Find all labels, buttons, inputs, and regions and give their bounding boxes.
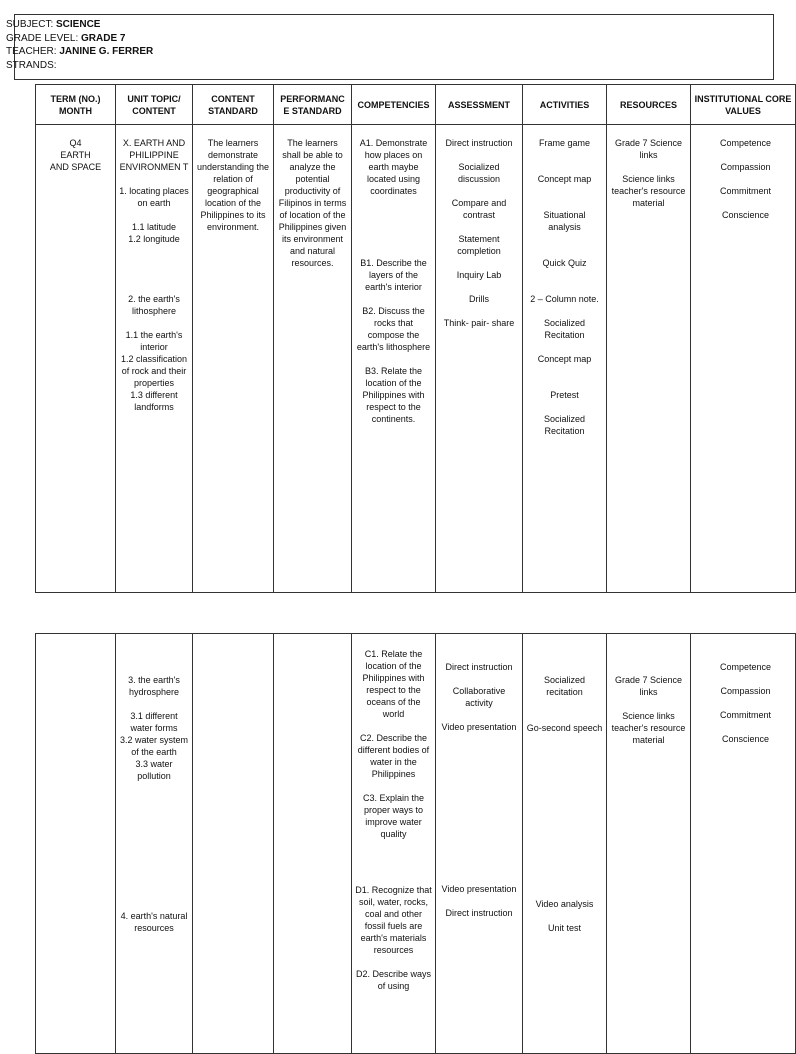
col-performance-standard: PERFORMANC E STANDARD <box>274 85 352 125</box>
header-row <box>36 85 796 125</box>
term-cell <box>36 634 116 1054</box>
core-values-cell: Competence Compassion Commitment Conscience <box>691 125 796 593</box>
activities-cell: Frame game Concept map Situational analysis Quick Quiz 2 – Column note. Socialized Recitation Concept map Pretest Socialized Recitation <box>523 125 607 593</box>
resources-cell: Grade 7 Science links Science links teacher's resource material <box>607 125 691 593</box>
col-term: TERM (NO.) MONTH <box>36 85 116 125</box>
performance-standard-cell: The learners shall be able to analyze the potential productivity of Filipinos in terms of location of the Philippines given its environment and natural resources. <box>274 125 352 593</box>
unit-cell: 3. the earth's hydrosphere 3.1 different water forms 3.2 water system of the earth 3.3 water pollution 4. earth's natural resources <box>116 634 193 1054</box>
table-row <box>36 634 796 1054</box>
content-standard-cell <box>193 634 274 1054</box>
subject-line: SUBJECT: SCIENCE <box>6 19 101 30</box>
table-row <box>36 125 796 593</box>
col-core-values: INSTITUTIONAL CORE VALUES <box>691 85 796 125</box>
header-info <box>6 18 153 72</box>
col-activities: ACTIVITIES <box>523 85 607 125</box>
competencies-cell: C1. Relate the location of the Philippines with respect to the oceans of the world C2. Describe the different bodies of water in the Philippines C3. Explain the proper ways to improve water quality D1. Recognize that soil, water, rocks, coal and other fossil fuels are earth's materials resources D2. Describe ways of using <box>352 634 436 1054</box>
teacher-line: TEACHER: JANINE G. FERRER <box>6 46 154 57</box>
resources-cell: Grade 7 Science links Science links teacher's resource material <box>607 634 691 1054</box>
curriculum-table-1 <box>35 84 796 593</box>
performance-standard-cell <box>274 634 352 1054</box>
col-competencies: COMPETENCIES <box>352 85 436 125</box>
col-unit: UNIT TOPIC/ CONTENT <box>116 85 193 125</box>
competencies-cell: A1. Demonstrate how places on earth maybe located using coordinates B1. Describe the layers of the earth's interior B2. Discuss the rocks that compose the earth's lithosphere B3. Relate the location of the Philippines with respect to the continents. <box>352 125 436 593</box>
col-resources: RESOURCES <box>607 85 691 125</box>
assessment-cell: Direct instruction Socialized discussion Compare and contrast Statement completion Inquiry Lab Drills Think- pair- share <box>436 125 523 593</box>
grade-line: GRADE LEVEL: GRADE 7 <box>6 32 126 44</box>
content-standard-cell: The learners demonstrate understanding the relation of geographical location of the Philippines to its environment. <box>193 125 274 593</box>
strands-line: STRANDS: <box>6 59 57 71</box>
col-assessment: ASSESSMENT <box>436 85 523 125</box>
term-cell: Q4 EARTH AND SPACE <box>36 125 116 593</box>
unit-cell: X. EARTH AND PHILIPPINE ENVIRONMEN T 1. locating places on earth 1.1 latitude 1.2 longitude 2. the earth's lithosphere 1.1 the earth's interior 1.2 classification of rock and their properties 1.3 different landforms <box>116 125 193 593</box>
assessment-cell: Direct instruction Collaborative activity Video presentation Video presentation Direct instruction <box>436 634 523 1054</box>
col-content-standard: CONTENT STANDARD <box>193 85 274 125</box>
activities-cell: Socialized recitation Go-second speech Video analysis Unit test <box>523 634 607 1054</box>
curriculum-table-2 <box>35 633 796 1054</box>
core-values-cell: Competence Compassion Commitment Conscience <box>691 634 796 1054</box>
